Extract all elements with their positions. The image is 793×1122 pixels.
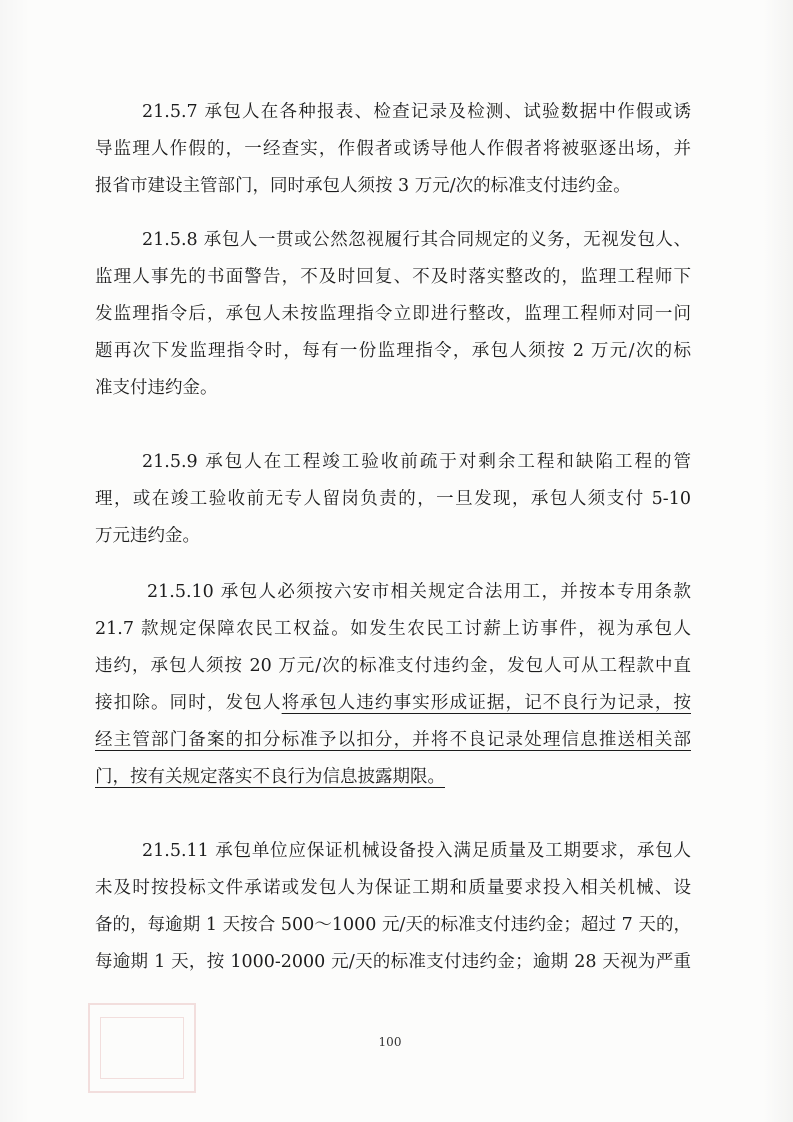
text-line: 21.5.9 承包人在工程竣工验收前疏于对剩余工程和缺陷工程的管 — [142, 452, 691, 472]
text-line: 理，或在竣工验收前无专人留岗负责的，一旦发现，承包人须支付 5-10 — [95, 489, 691, 509]
text-line: 21.7 款规定保障农民工权益。如发生农民工讨薪上访事件，视为承包人 — [95, 619, 691, 639]
text-line — [95, 685, 691, 722]
underlined-text-segment: 将承包人违约事实形成证据，记不良行为记录，按 — [281, 693, 691, 713]
text-line: 21.5.7 承包人在各种报表、检查记录及检测、试验数据中作假或诱 — [142, 102, 691, 122]
text-line: 报省市建设主管部门，同时承包人须按 3 万元/次的标准支付违约金。 — [95, 176, 631, 196]
text-line: 每逾期 1 天，按 1000-2000 元/天的标准支付违约金；逾期 28 天视为严重 — [95, 952, 691, 972]
clause-21-5-11 — [95, 833, 691, 981]
text-segment: 接扣除。同时，发包人 — [95, 693, 282, 713]
underlined-text-segment: 经主管部门备案的扣分标准予以扣分，并将不良记录处理信息推送相关部 — [95, 730, 691, 750]
text-line: 违约，承包人须按 20 万元/次的标准支付违约金，发包人可从工程款中直 — [95, 656, 691, 676]
text-line: 发监理指令后，承包人未按监理指令立即进行整改，监理工程师对同一问 — [95, 304, 691, 324]
text-line: 21.5.8 承包人一贯或公然忽视履行其合同规定的义务，无视发包人、 — [142, 230, 691, 250]
text-line: 未及时按投标文件承诺或发包人为保证工期和质量要求投入相关机械、设 — [95, 878, 691, 898]
text-line: 准支付违约金。 — [95, 378, 218, 398]
text-line: 万元违约金。 — [95, 526, 200, 546]
clause-21-5-10 — [95, 574, 691, 796]
page-number: 100 — [378, 1035, 402, 1049]
clause-21-5-8 — [95, 222, 691, 407]
text-line: 监理人事先的书面警告，不及时回复、不及时落实整改的，监理工程师下 — [95, 267, 691, 287]
text-line: 21.5.11 承包单位应保证机械设备投入满足质量及工期要求，承包人 — [142, 841, 691, 861]
underlined-text-line — [95, 722, 691, 759]
document-body — [95, 94, 691, 981]
text-line: 备的，每逾期 1 天按合 500～1000 元/天的标准支付违约金；超过 7 天的， — [95, 915, 691, 935]
clause-21-5-7 — [95, 94, 691, 205]
underlined-text-line — [95, 759, 691, 796]
faded-stamp-inner-border — [100, 1017, 184, 1079]
faded-stamp-mark — [88, 1003, 196, 1093]
clause-21-5-9 — [95, 444, 691, 555]
text-line: 导监理人作假的，一经查实，作假者或诱导他人作假者将被驱逐出场，并 — [95, 139, 691, 159]
text-line: 21.5.10 承包人必须按六安市相关规定合法用工，并按本专用条款 — [147, 582, 691, 602]
underlined-text-segment: 门，按有关规定落实不良行为信息披露期限。 — [95, 767, 445, 787]
text-line: 题再次下发监理指令时，每有一份监理指令，承包人须按 2 万元/次的标 — [95, 341, 691, 361]
